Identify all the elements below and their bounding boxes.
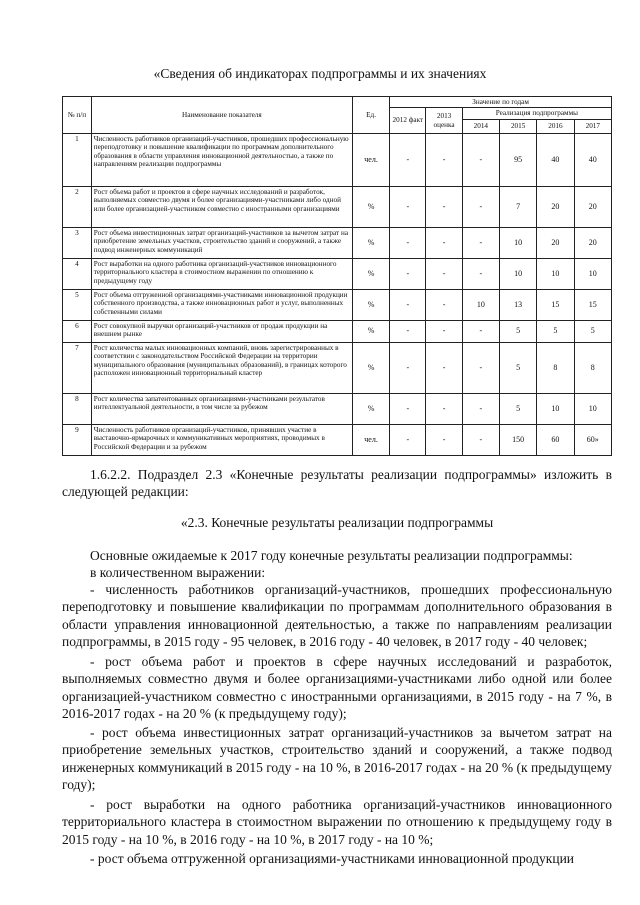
paragraph-amendment: 1.6.2.2. Подраздел 2.3 «Конечные результаты реализации подпрограммы» изложить в следующей редакции: — [62, 467, 612, 500]
table-row — [63, 228, 612, 259]
cell-2014: - — [462, 134, 499, 187]
cell-2015: 95 — [499, 134, 536, 187]
cell-2013: - — [426, 187, 462, 228]
section-heading: «2.3. Конечные результаты реализации подпрограммы — [180, 515, 494, 530]
cell-2012: - — [390, 321, 426, 343]
row-name: Рост объема работ и проектов в сфере научных исследований и разработок, выполняемых совместно двумя и более организациями-участниками либо одной или более организацией-участником совместно с иностранными организациями — [91, 187, 352, 228]
bullet-item: - рост объема работ и проектов в сфере научных исследований и разработок, выполняемых совместно двумя и более организациями-участниками либо одной или более организацией-участником совместно с иностранными организациями, в 2015 году - на 7 %, в 2016-2017 годах - на 20 % (к предыдущему году); — [62, 654, 612, 722]
cell-2012: - — [390, 228, 426, 259]
indicators-table — [62, 96, 612, 456]
cell-2013: - — [426, 321, 462, 343]
row-name: Рост объема инвестиционных затрат организаций-участников за вычетом затрат на приобретение земельных участков, строительство зданий и сооружений, а также подвод инженерных коммуникаций — [91, 228, 352, 259]
cell-2016: 8 — [537, 343, 574, 394]
row-name: Рост объема отгруженной организациями-участниками инновационной продукции собственного производства, а также инновационных работ и услуг, выполненных собственными силами — [91, 290, 352, 321]
bullet-item: - рост выработки на одного работника организаций-участников инновационного территориального кластера в стоимостном выражении по отношению к предыдущему году в 2015 году - на 10 %, в 2016 году - на 10 %, в 2017 году - на 10 %; — [62, 797, 612, 847]
row-name: Рост количества запатентованных организациями-участниками результатов интеллектуальной деятельности, в том числе за рубежом — [91, 394, 352, 425]
row-num: 2 — [63, 187, 92, 228]
cell-2016: 20 — [537, 187, 574, 228]
row-name: Рост количества малых инновационных компаний, вновь зарегистрированных в соответствии с законодательством Российской Федерации на территории муниципального образования (муниципальных образований), в границах которого расположен инновационный территориальный кластер — [91, 343, 352, 394]
bullet-item: - рост объема инвестиционных затрат организаций-участников за вычетом затрат на приобретение земельных участков, строительство зданий и сооружений, а также подвод инженерных коммуникаций в 2015 году - на 10 %, в 2016-2017 годах - на 20 % (к предыдущему году); — [62, 725, 612, 793]
cell-2017: 10 — [574, 394, 611, 425]
row-num: 4 — [63, 259, 92, 290]
header-num: № п/п — [63, 97, 92, 134]
cell-2017: 8 — [574, 343, 611, 394]
row-name: Рост совокупной выручки организаций-участников от продаж продукции на внешнем рынке — [91, 321, 352, 343]
cell-2016: 20 — [537, 228, 574, 259]
cell-2015: 5 — [499, 321, 536, 343]
cell-2014: 10 — [462, 290, 499, 321]
paragraph-expected-results: Основные ожидаемые к 2017 году конечные результаты реализации подпрограммы: — [90, 548, 573, 563]
row-unit: чел. — [352, 134, 389, 187]
row-unit: % — [352, 394, 389, 425]
cell-2013: - — [426, 259, 462, 290]
cell-2014: - — [462, 394, 499, 425]
cell-2016: 40 — [537, 134, 574, 187]
cell-2015: 5 — [499, 343, 536, 394]
table-row — [63, 259, 612, 290]
header-2016: 2016 — [537, 120, 574, 134]
cell-2014: - — [462, 425, 499, 456]
cell-2012: - — [390, 394, 426, 425]
row-num: 7 — [63, 343, 92, 394]
cell-2016: 10 — [537, 394, 574, 425]
cell-2015: 13 — [499, 290, 536, 321]
cell-2015: 5 — [499, 394, 536, 425]
cell-2012: - — [390, 290, 426, 321]
cell-2012: - — [390, 187, 426, 228]
row-num: 9 — [63, 425, 92, 456]
cell-2013: - — [426, 134, 462, 187]
row-unit: % — [352, 343, 389, 394]
cell-2013: - — [426, 343, 462, 394]
cell-2014: - — [462, 259, 499, 290]
cell-2012: - — [390, 425, 426, 456]
cell-2017: 5 — [574, 321, 611, 343]
cell-2015: 10 — [499, 259, 536, 290]
row-unit: % — [352, 187, 389, 228]
table-row — [63, 394, 612, 425]
cell-2014: - — [462, 228, 499, 259]
table-row — [63, 321, 612, 343]
cell-2016: 15 — [537, 290, 574, 321]
row-name: Численность работников организаций-участников, принявших участие в выставочно-ярмарочных и коммуникативных мероприятиях, проводимых в Российской Федерации и за рубежом — [91, 425, 352, 456]
page-title: «Сведения об индикаторах подпрограммы и их значениях — [153, 66, 487, 81]
header-2012: 2012 факт — [390, 108, 426, 134]
cell-2012: - — [390, 343, 426, 394]
row-unit: % — [352, 321, 389, 343]
cell-2014: - — [462, 343, 499, 394]
cell-2012: - — [390, 259, 426, 290]
table-row — [63, 134, 612, 187]
header-realization: Реализация подпрограммы — [462, 108, 611, 120]
header-2015: 2015 — [499, 120, 536, 134]
cell-2015: 150 — [499, 425, 536, 456]
row-name: Рост выработки на одного работника организаций-участников инновационного территориального кластера в стоимостном выражении по отношению к предыдущему году — [91, 259, 352, 290]
paragraph-quantitative: в количественном выражении: — [90, 565, 266, 580]
cell-2017: 10 — [574, 259, 611, 290]
cell-2017: 20 — [574, 187, 611, 228]
row-num: 1 — [63, 134, 92, 187]
cell-2016: 5 — [537, 321, 574, 343]
header-name: Наименование показателя — [91, 97, 352, 134]
table-row — [63, 425, 612, 456]
cell-2016: 60 — [537, 425, 574, 456]
cell-2015: 10 — [499, 228, 536, 259]
cell-2017: 40 — [574, 134, 611, 187]
header-unit: Ед. — [352, 97, 389, 134]
header-2014: 2014 — [462, 120, 499, 134]
row-unit: чел. — [352, 425, 389, 456]
cell-2017: 15 — [574, 290, 611, 321]
row-num: 5 — [63, 290, 92, 321]
bullet-item: - численность работников организаций-участников, прошедших профессиональную переподготовку и повышение квалификации по программам дополнительного образования в области управления инновационной деятельностью, а также по направлениям реализации подпрограммы, в 2015 году - 95 человек, в 2016 году - 40 человек, в 2017 году - 40 человек; — [62, 582, 612, 650]
header-values-by-year: Значение по годам — [390, 97, 612, 108]
table-row — [63, 343, 612, 394]
cell-2014: - — [462, 187, 499, 228]
cell-2012: - — [390, 134, 426, 187]
table-row — [63, 290, 612, 321]
cell-2013: - — [426, 228, 462, 259]
cell-2013: - — [426, 425, 462, 456]
row-num: 6 — [63, 321, 92, 343]
row-num: 3 — [63, 228, 92, 259]
table-row — [63, 187, 612, 228]
row-num: 8 — [63, 394, 92, 425]
cell-2013: - — [426, 290, 462, 321]
header-2013: 2013 оценка — [426, 108, 462, 134]
row-unit: % — [352, 228, 389, 259]
bullet-item: - рост объема отгруженной организациями-участниками инновационной продукции — [90, 851, 575, 866]
row-unit: % — [352, 259, 389, 290]
row-name: Численность работников организаций-участников, прошедших профессиональную переподготовку и повышение квалификации по программам дополнительного образования в области управления инновационной деятельностью, а также по направлениям реализации подпрограммы — [91, 134, 352, 187]
row-unit: % — [352, 290, 389, 321]
cell-2015: 7 — [499, 187, 536, 228]
cell-2013: - — [426, 394, 462, 425]
cell-2017: 20 — [574, 228, 611, 259]
cell-2016: 10 — [537, 259, 574, 290]
cell-2014: - — [462, 321, 499, 343]
cell-2017: 60» — [574, 425, 611, 456]
header-2017: 2017 — [574, 120, 611, 134]
